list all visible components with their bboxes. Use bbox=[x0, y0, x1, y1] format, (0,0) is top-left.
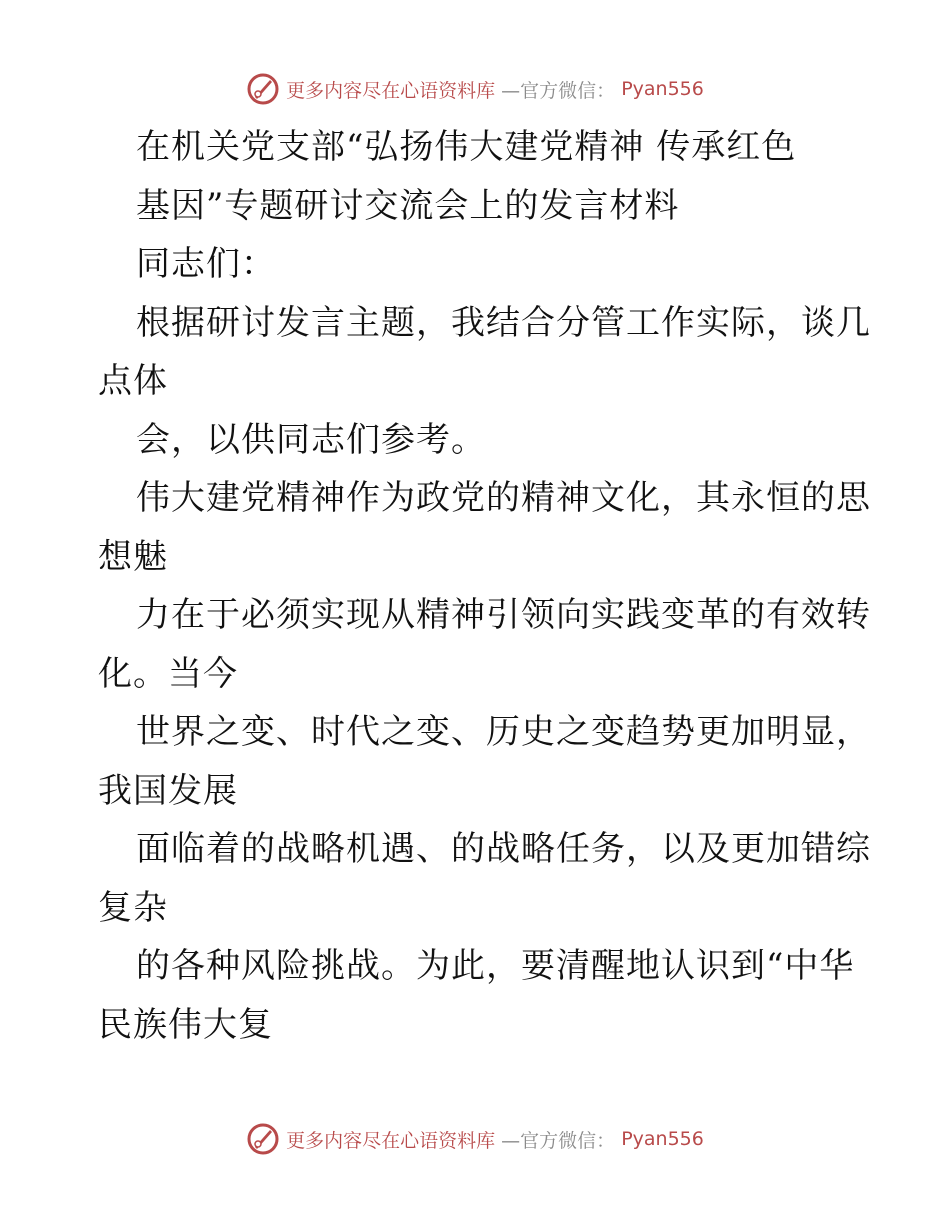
text-line: 会，以供同志们参考。 bbox=[136, 419, 486, 460]
watermark-main-text: 更多内容尽在心语资料库 bbox=[286, 1129, 496, 1152]
text-line: 世界之变、时代之变、历史之变趋势更加明显， bbox=[136, 712, 871, 752]
text-line: 同志们： bbox=[136, 244, 276, 284]
watermark-sub-text: —官方微信： bbox=[501, 1129, 616, 1152]
watermark-main-text: 更多内容尽在心语资料库 bbox=[286, 79, 496, 102]
quill-seal-icon bbox=[246, 72, 280, 106]
text-line: 想魅 bbox=[98, 536, 168, 577]
text-line: 面临着的战略机遇、的战略任务，以及更加错综 bbox=[136, 829, 871, 869]
watermark-wechat-id: Pyan556 bbox=[621, 1128, 704, 1150]
watermark-sub-text: —官方微信： bbox=[501, 79, 616, 102]
quill-seal-icon bbox=[246, 1122, 280, 1156]
text-line: 我国发展 bbox=[98, 770, 238, 811]
footer-watermark bbox=[0, 1122, 950, 1156]
text-line: 民族伟大复 bbox=[98, 1004, 273, 1045]
header-watermark bbox=[0, 72, 950, 106]
text-line: 根据研讨发言主题，我结合分管工作实际，谈几 bbox=[136, 302, 871, 343]
text-line: 点体 bbox=[98, 361, 168, 401]
text-line: 化。当今 bbox=[98, 653, 238, 694]
text-line: 的各种风险挑战。为此，要清醒地认识到“中华 bbox=[136, 946, 855, 986]
text-line: 伟大建党精神作为政党的精神文化，其永恒的思 bbox=[136, 478, 871, 518]
text-line: 在机关党支部“弘扬伟大建党精神 传承红色 bbox=[136, 127, 797, 167]
document-body bbox=[98, 118, 871, 1054]
text-line: 复杂 bbox=[98, 887, 168, 928]
text-line: 基因”专题研讨交流会上的发言材料 bbox=[136, 185, 680, 226]
watermark-wechat-id: Pyan556 bbox=[621, 78, 704, 100]
text-line: 力在于必须实现从精神引领向实践变革的有效转 bbox=[136, 595, 871, 635]
